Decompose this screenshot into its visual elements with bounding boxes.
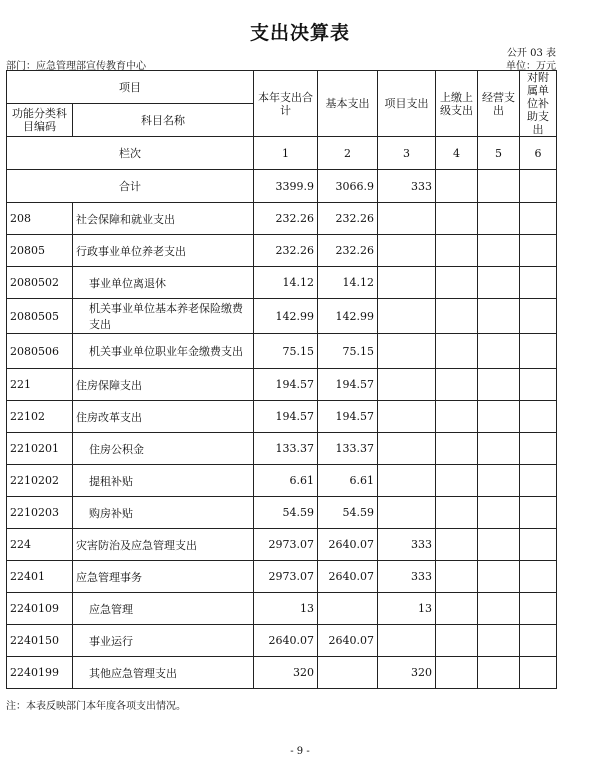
row-cell-business xyxy=(478,235,520,267)
row-cell-basic: 232.26 xyxy=(318,203,378,235)
total-cell-total: 3399.9 xyxy=(254,170,318,203)
row-code: 208 xyxy=(7,203,73,235)
row-cell-subsidy xyxy=(520,334,557,369)
row-cell-total: 2973.07 xyxy=(254,529,318,561)
row-cell-project xyxy=(378,433,436,465)
row-cell-total: 320 xyxy=(254,657,318,689)
row-cell-business xyxy=(478,334,520,369)
row-cell-business xyxy=(478,203,520,235)
row-cell-upper xyxy=(436,401,478,433)
row-cell-project: 320 xyxy=(378,657,436,689)
row-cell-basic xyxy=(318,657,378,689)
row-cell-total: 232.26 xyxy=(254,203,318,235)
row-cell-basic: 194.57 xyxy=(318,401,378,433)
row-name: 机关事业单位职业年金缴费支出 xyxy=(73,334,254,369)
row-name: 住房保障支出 xyxy=(73,369,254,401)
row-cell-total: 194.57 xyxy=(254,369,318,401)
row-cell-upper xyxy=(436,235,478,267)
row-cell-subsidy xyxy=(520,593,557,625)
row-code: 2080506 xyxy=(7,334,73,369)
total-cell-basic: 3066.9 xyxy=(318,170,378,203)
row-cell-subsidy xyxy=(520,529,557,561)
column-number: 1 xyxy=(254,137,318,170)
row-cell-upper xyxy=(436,657,478,689)
row-cell-upper xyxy=(436,299,478,334)
total-cell-subsidy xyxy=(520,170,557,203)
row-cell-subsidy xyxy=(520,401,557,433)
row-cell-upper xyxy=(436,433,478,465)
row-cell-project xyxy=(378,625,436,657)
row-cell-upper xyxy=(436,369,478,401)
table-row xyxy=(7,203,557,235)
row-code: 2240109 xyxy=(7,593,73,625)
header-code: 功能分类科目编码 xyxy=(7,104,73,137)
table-row xyxy=(7,433,557,465)
row-cell-basic: 194.57 xyxy=(318,369,378,401)
row-code: 2210201 xyxy=(7,433,73,465)
table-row xyxy=(7,401,557,433)
row-cell-project xyxy=(378,369,436,401)
column-number: 6 xyxy=(520,137,557,170)
row-cell-upper xyxy=(436,625,478,657)
row-cell-total: 14.12 xyxy=(254,267,318,299)
column-index-label: 栏次 xyxy=(7,137,254,170)
row-cell-basic: 2640.07 xyxy=(318,529,378,561)
row-code: 2240199 xyxy=(7,657,73,689)
department-label: 部门：应急管理部宣传教育中心 xyxy=(6,61,146,72)
table-row xyxy=(7,593,557,625)
table-row xyxy=(7,267,557,299)
row-cell-total: 194.57 xyxy=(254,401,318,433)
table-row xyxy=(7,334,557,369)
row-name: 事业单位离退休 xyxy=(73,267,254,299)
row-name: 社会保障和就业支出 xyxy=(73,203,254,235)
row-cell-subsidy xyxy=(520,369,557,401)
unit-label: 单位：万元 xyxy=(506,61,556,72)
row-cell-basic xyxy=(318,593,378,625)
table-row xyxy=(7,299,557,334)
row-cell-basic: 14.12 xyxy=(318,267,378,299)
row-cell-upper xyxy=(436,529,478,561)
row-cell-total: 232.26 xyxy=(254,235,318,267)
row-cell-subsidy xyxy=(520,267,557,299)
row-cell-total: 133.37 xyxy=(254,433,318,465)
row-cell-project: 333 xyxy=(378,529,436,561)
header-business: 经营支出 xyxy=(478,71,520,137)
header-total: 本年支出合计 xyxy=(254,71,318,137)
row-code: 22401 xyxy=(7,561,73,593)
form-code: 公开 03 表 xyxy=(506,48,556,59)
row-cell-subsidy xyxy=(520,299,557,334)
header-project: 项目支出 xyxy=(378,71,436,137)
row-cell-project xyxy=(378,203,436,235)
row-code: 2080505 xyxy=(7,299,73,334)
table-row xyxy=(7,561,557,593)
table-row xyxy=(7,625,557,657)
row-cell-project xyxy=(378,465,436,497)
total-cell-project: 333 xyxy=(378,170,436,203)
table-row xyxy=(7,497,557,529)
row-cell-basic: 232.26 xyxy=(318,235,378,267)
header-basic: 基本支出 xyxy=(318,71,378,137)
row-cell-business xyxy=(478,465,520,497)
row-cell-basic: 142.99 xyxy=(318,299,378,334)
row-cell-subsidy xyxy=(520,657,557,689)
table-row xyxy=(7,529,557,561)
expenditure-table xyxy=(6,70,557,689)
row-cell-total: 13 xyxy=(254,593,318,625)
row-code: 2240150 xyxy=(7,625,73,657)
row-cell-total: 54.59 xyxy=(254,497,318,529)
row-cell-business xyxy=(478,593,520,625)
total-label: 合计 xyxy=(7,170,254,203)
row-cell-upper xyxy=(436,334,478,369)
page-title: 支出决算表 xyxy=(249,22,350,44)
total-cell-business xyxy=(478,170,520,203)
row-cell-business xyxy=(478,267,520,299)
row-cell-business xyxy=(478,401,520,433)
header-subsidy: 对附属单位补助支出 xyxy=(520,71,557,137)
row-cell-project xyxy=(378,401,436,433)
row-cell-business xyxy=(478,433,520,465)
row-cell-upper xyxy=(436,593,478,625)
row-cell-business xyxy=(478,497,520,529)
row-cell-upper xyxy=(436,561,478,593)
row-cell-project xyxy=(378,299,436,334)
row-cell-upper xyxy=(436,465,478,497)
row-code: 2080502 xyxy=(7,267,73,299)
row-name: 其他应急管理支出 xyxy=(73,657,254,689)
row-name: 住房公积金 xyxy=(73,433,254,465)
row-cell-subsidy xyxy=(520,433,557,465)
row-name: 行政事业单位养老支出 xyxy=(73,235,254,267)
row-name: 应急管理 xyxy=(73,593,254,625)
row-code: 221 xyxy=(7,369,73,401)
row-name: 应急管理事务 xyxy=(73,561,254,593)
row-cell-business xyxy=(478,561,520,593)
row-name: 机关事业单位基本养老保险缴费支出 xyxy=(73,299,254,334)
row-cell-subsidy xyxy=(520,497,557,529)
row-cell-basic: 133.37 xyxy=(318,433,378,465)
table-row xyxy=(7,657,557,689)
row-cell-subsidy xyxy=(520,625,557,657)
row-cell-project: 333 xyxy=(378,561,436,593)
column-number: 2 xyxy=(318,137,378,170)
row-cell-project xyxy=(378,334,436,369)
row-cell-basic: 2640.07 xyxy=(318,625,378,657)
row-cell-business xyxy=(478,529,520,561)
row-name: 住房改革支出 xyxy=(73,401,254,433)
row-cell-business xyxy=(478,299,520,334)
row-cell-subsidy xyxy=(520,203,557,235)
total-row xyxy=(7,170,557,203)
row-cell-total: 6.61 xyxy=(254,465,318,497)
row-name: 购房补贴 xyxy=(73,497,254,529)
row-cell-total: 2973.07 xyxy=(254,561,318,593)
table-row xyxy=(7,369,557,401)
row-cell-business xyxy=(478,657,520,689)
row-cell-project xyxy=(378,497,436,529)
row-cell-basic: 6.61 xyxy=(318,465,378,497)
row-cell-project: 13 xyxy=(378,593,436,625)
row-cell-business xyxy=(478,369,520,401)
row-cell-total: 2640.07 xyxy=(254,625,318,657)
row-cell-upper xyxy=(436,203,478,235)
page-number: - 9 - xyxy=(290,746,310,757)
row-cell-project xyxy=(378,267,436,299)
row-cell-upper xyxy=(436,497,478,529)
column-number: 3 xyxy=(378,137,436,170)
row-cell-basic: 2640.07 xyxy=(318,561,378,593)
row-cell-upper xyxy=(436,267,478,299)
row-cell-basic: 54.59 xyxy=(318,497,378,529)
row-code: 2210203 xyxy=(7,497,73,529)
row-cell-project xyxy=(378,235,436,267)
row-cell-total: 142.99 xyxy=(254,299,318,334)
row-code: 2210202 xyxy=(7,465,73,497)
row-cell-subsidy xyxy=(520,561,557,593)
header-item: 项目 xyxy=(7,71,254,104)
row-name: 提租补贴 xyxy=(73,465,254,497)
row-cell-basic: 75.15 xyxy=(318,334,378,369)
row-cell-subsidy xyxy=(520,465,557,497)
row-cell-total: 75.15 xyxy=(254,334,318,369)
column-number: 4 xyxy=(436,137,478,170)
header-upper: 上缴上级支出 xyxy=(436,71,478,137)
table-row xyxy=(7,465,557,497)
row-cell-business xyxy=(478,625,520,657)
row-code: 224 xyxy=(7,529,73,561)
total-cell-upper xyxy=(436,170,478,203)
row-code: 22102 xyxy=(7,401,73,433)
header-name: 科目名称 xyxy=(73,104,254,137)
row-cell-subsidy xyxy=(520,235,557,267)
table-row xyxy=(7,235,557,267)
footnote: 注：本表反映部门本年度各项支出情况。 xyxy=(6,701,186,712)
column-number: 5 xyxy=(478,137,520,170)
row-name: 灾害防治及应急管理支出 xyxy=(73,529,254,561)
row-name: 事业运行 xyxy=(73,625,254,657)
row-code: 20805 xyxy=(7,235,73,267)
